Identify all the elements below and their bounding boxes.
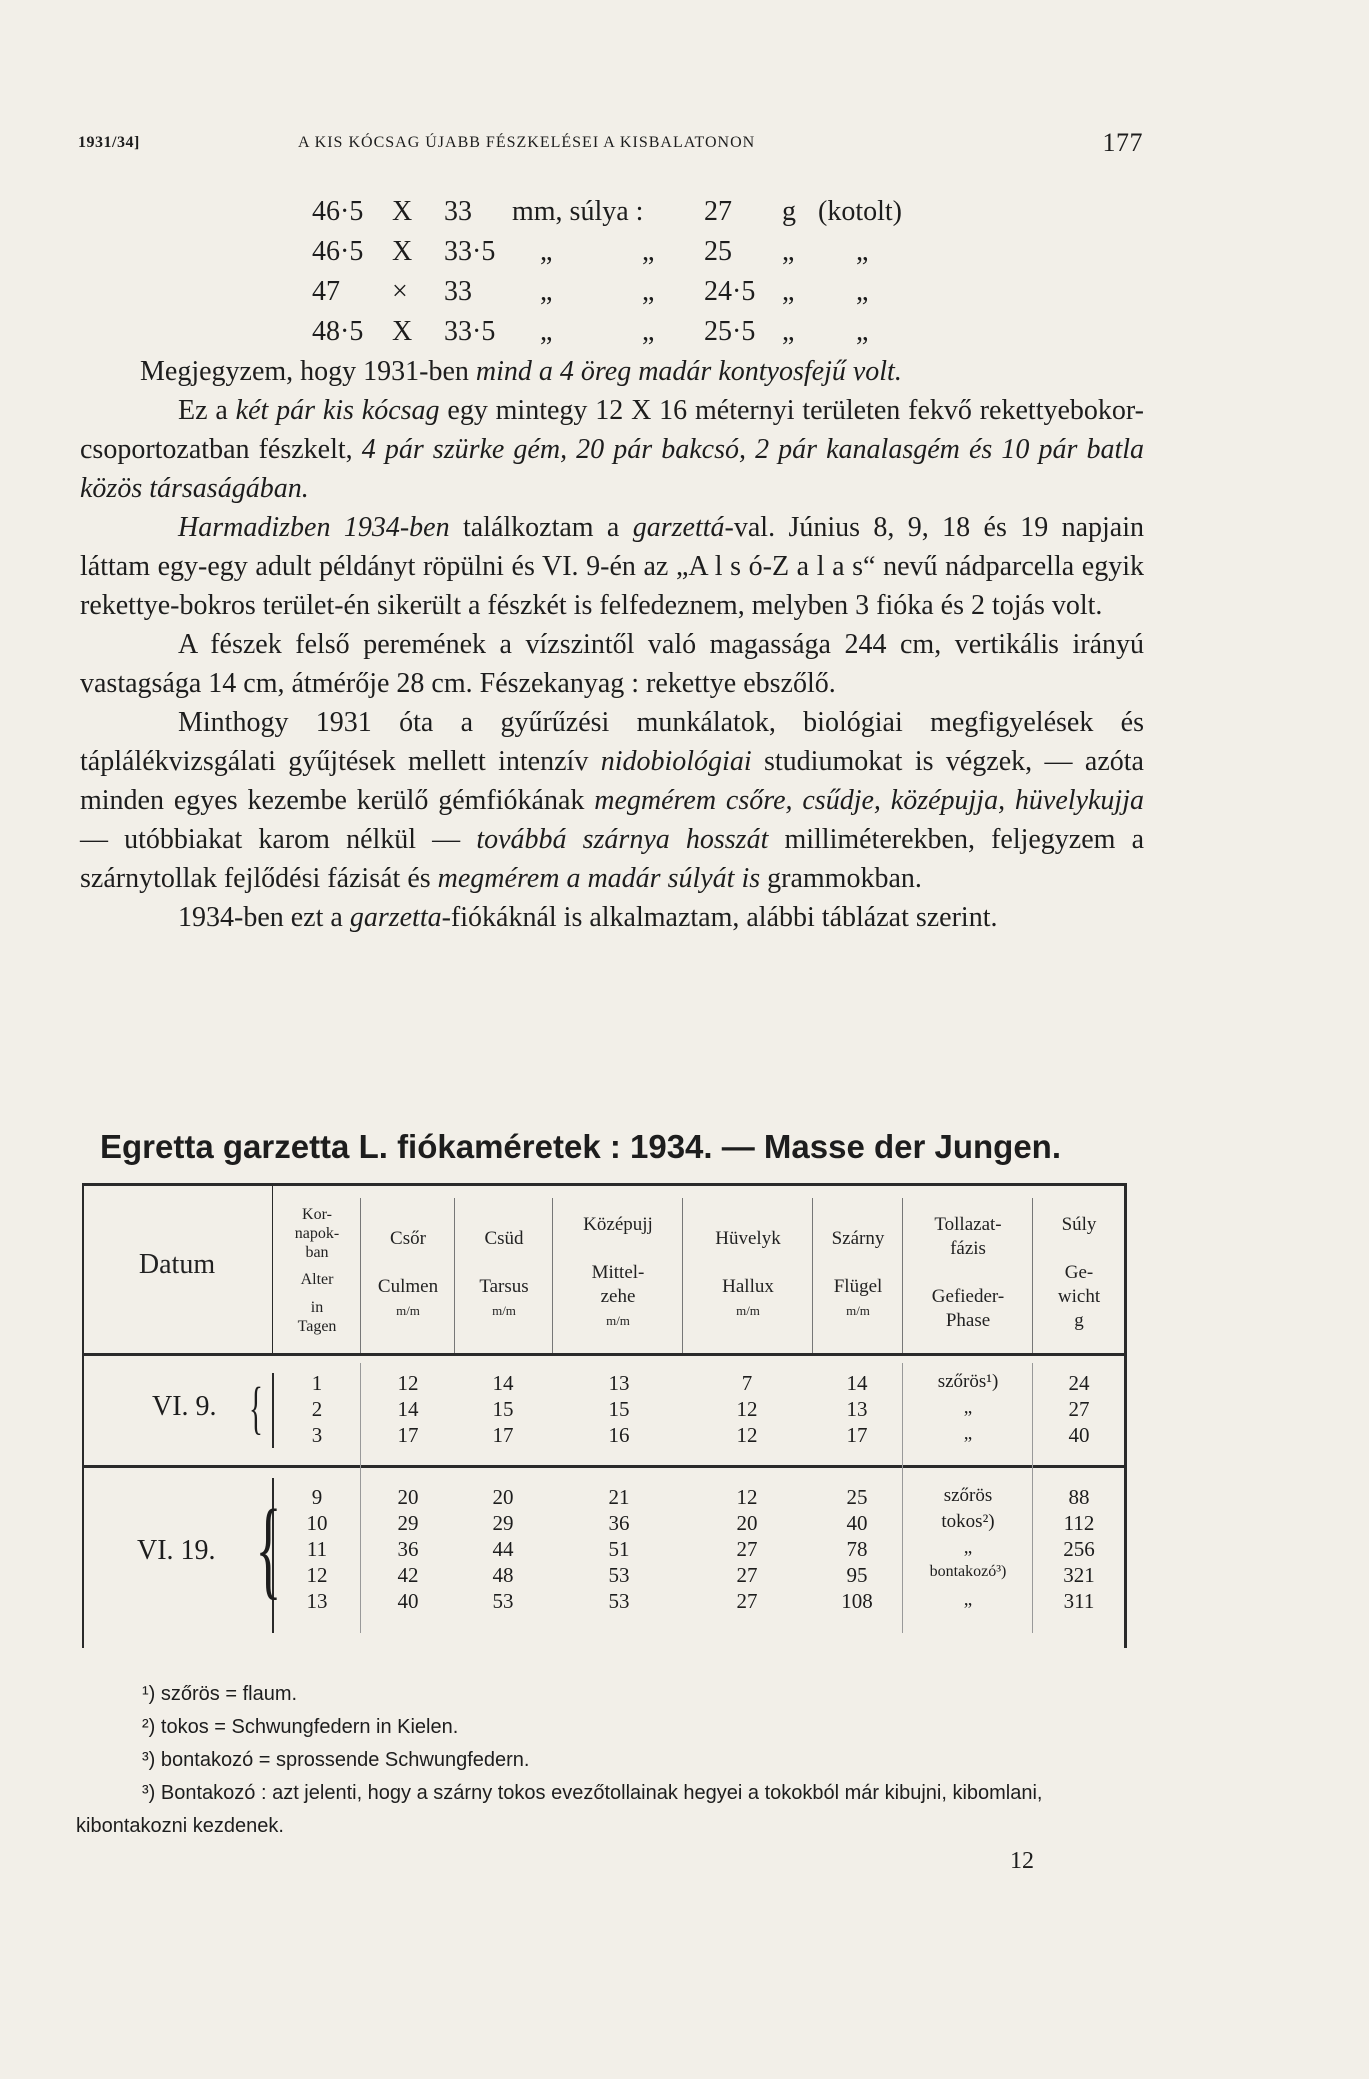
paragraph: Ez a két pár kis kócsag egy mintegy 12 X 16 méternyi területen fekvő rekettyebokor-csoportozatban fészkelt, 4 pár szürke gém, 20 pár bakcsó, 2 pár kanalasgém és 10 pár batla közös társaságában. bbox=[80, 395, 1144, 504]
table-cell-hallux: 27 bbox=[736, 1589, 758, 1613]
header-separator bbox=[82, 1353, 1127, 1356]
table-cell-phase: „ bbox=[963, 1537, 973, 1558]
table-cell-wing: 14 bbox=[846, 1371, 868, 1395]
column-divider bbox=[682, 1198, 683, 1353]
paragraph: 1934-ben ezt a garzetta-fiókáknál is alkalmaztam, alábbi táblázat szerint. bbox=[178, 902, 998, 933]
paragraph: Harmadizben 1934-ben találkoztam a garzettá-val. Június 8, 9, 18 és 19 napjain láttam egy-egy adult példányt röpülni és VI. 9-én az „A l s ó-Z a l a s“ nevű nádparcella egyik rekettye-bokros terület-én sikerült a fészkét is felfedeznem, melyben 3 fióka és 2 tojás volt. bbox=[80, 512, 1144, 621]
brace-icon: { bbox=[255, 1487, 282, 1609]
measurement-row: 47 × 33 „ „ 24·5 „ „ bbox=[312, 276, 869, 307]
table-cell-middle: 53 bbox=[608, 1563, 630, 1587]
table-cell-wing: 40 bbox=[846, 1511, 868, 1535]
table-cell-wing: 108 bbox=[841, 1589, 873, 1613]
table-cell-beak: 29 bbox=[397, 1511, 419, 1535]
table-cell-age: 1 bbox=[311, 1371, 323, 1395]
paragraph: Megjegyzem, hogy 1931-ben mind a 4 öreg madár kontyosfejű volt. bbox=[140, 356, 902, 387]
measurement-row: 48·5 X 33·5 „ „ 25·5 „ „ bbox=[312, 316, 869, 347]
column-divider bbox=[272, 1183, 273, 1353]
table-cell-age: 11 bbox=[306, 1537, 328, 1561]
table-cell-tarsus: 17 bbox=[492, 1423, 514, 1447]
group-date: VI. 19. bbox=[137, 1535, 216, 1566]
column-divider bbox=[902, 1363, 903, 1633]
table-cell-middle: 36 bbox=[608, 1511, 630, 1535]
table-border-right bbox=[1124, 1183, 1127, 1648]
column-divider bbox=[902, 1198, 903, 1353]
table-cell-beak: 42 bbox=[397, 1563, 419, 1587]
column-divider bbox=[1032, 1198, 1033, 1353]
group-separator bbox=[82, 1465, 1127, 1468]
column-divider bbox=[1032, 1363, 1033, 1633]
table-cell-middle: 15 bbox=[608, 1397, 630, 1421]
table-cell-age: 10 bbox=[306, 1511, 328, 1535]
column-divider bbox=[360, 1198, 361, 1353]
table-cell-wing: 25 bbox=[846, 1485, 868, 1509]
footnote: ¹) szőrös = flaum. bbox=[142, 1683, 298, 1705]
table-cell-weight: 88 bbox=[1068, 1485, 1090, 1509]
table-cell-tarsus: 29 bbox=[492, 1511, 514, 1535]
table-cell-phase: bontakozó³) bbox=[929, 1563, 1007, 1580]
table-cell-wing: 17 bbox=[846, 1423, 868, 1447]
table-cell-age: 2 bbox=[311, 1397, 323, 1421]
bracket-line bbox=[272, 1373, 274, 1448]
measurement-row: 46·5 X 33·5 „ „ 25 „ „ bbox=[312, 236, 869, 267]
table-cell-wing: 78 bbox=[846, 1537, 868, 1561]
column-divider bbox=[552, 1198, 553, 1353]
header-beak: Csőr Culmen m/m bbox=[377, 1228, 439, 1318]
table-cell-tarsus: 44 bbox=[492, 1537, 514, 1561]
measurement-table bbox=[82, 1183, 1127, 1648]
table-cell-tarsus: 14 bbox=[492, 1371, 514, 1395]
table-cell-tarsus: 15 bbox=[492, 1397, 514, 1421]
page-number-top: 177 bbox=[1102, 128, 1143, 157]
table-cell-hallux: 12 bbox=[736, 1485, 758, 1509]
table-cell-tarsus: 53 bbox=[492, 1589, 514, 1613]
table-cell-phase: tokos²) bbox=[941, 1511, 995, 1532]
body-text bbox=[80, 352, 1144, 937]
table-cell-age: 9 bbox=[311, 1485, 323, 1509]
table-cell-hallux: 7 bbox=[741, 1371, 753, 1395]
paragraph: A fészek felső peremének a vízszintől való magassága 244 cm, vertikális irányú vastagsága 14 cm, átmérője 28 cm. Fészekanyag : rekettye ebszőlő. bbox=[80, 629, 1144, 699]
table-cell-age: 3 bbox=[311, 1423, 323, 1447]
table-title: Egretta garzetta L. fiókaméretek : 1934. — Masse der Jungen. bbox=[100, 1128, 1062, 1165]
table-cell-hallux: 20 bbox=[736, 1511, 758, 1535]
table-border-top bbox=[82, 1183, 1127, 1186]
column-divider bbox=[454, 1198, 455, 1353]
measurement-row: 46·5 X 33 mm, súlya : 27 g (kotolt) bbox=[312, 196, 902, 227]
footnote: ³) bontakozó = sprossende Schwungfedern. bbox=[142, 1749, 530, 1771]
column-divider bbox=[360, 1363, 361, 1633]
table-cell-hallux: 27 bbox=[736, 1563, 758, 1587]
table-cell-beak: 36 bbox=[397, 1537, 419, 1561]
table-cell-wing: 95 bbox=[846, 1563, 868, 1587]
table-cell-wing: 13 bbox=[846, 1397, 868, 1421]
column-divider bbox=[812, 1198, 813, 1353]
table-cell-middle: 21 bbox=[608, 1485, 630, 1509]
table-cell-tarsus: 48 bbox=[492, 1563, 514, 1587]
table-cell-hallux: 12 bbox=[736, 1423, 758, 1447]
header-plumage-phase: Tollazat- fázis Gefieder- Phase bbox=[931, 1214, 1005, 1331]
table-cell-weight: 112 bbox=[1063, 1511, 1095, 1535]
table-cell-beak: 14 bbox=[397, 1397, 419, 1421]
table-cell-weight: 256 bbox=[1063, 1537, 1095, 1561]
table-cell-phase: „ bbox=[963, 1589, 973, 1610]
footnote: ²) tokos = Schwungfedern in Kielen. bbox=[142, 1716, 459, 1738]
footnotes bbox=[76, 1678, 1144, 1843]
footnote: ³) Bontakozó : azt jelenti, hogy a szárny tokos evezőtollainak hegyei a tokokból már kibujni, kibomlani, kibontakozni kezdenek. bbox=[76, 1782, 1043, 1837]
table-cell-phase: „ bbox=[963, 1423, 973, 1444]
table-cell-middle: 51 bbox=[608, 1537, 630, 1561]
table-cell-phase: szőrös¹) bbox=[937, 1371, 999, 1392]
signature-number: 12 bbox=[1010, 1848, 1034, 1874]
table-cell-age: 13 bbox=[306, 1589, 328, 1613]
table-cell-phase: „ bbox=[963, 1397, 973, 1418]
table-cell-weight: 24 bbox=[1068, 1371, 1090, 1395]
table-cell-beak: 20 bbox=[397, 1485, 419, 1509]
table-cell-beak: 40 bbox=[397, 1589, 419, 1613]
table-cell-tarsus: 20 bbox=[492, 1485, 514, 1509]
header-datum: Datum bbox=[138, 1249, 216, 1280]
table-cell-weight: 27 bbox=[1068, 1397, 1090, 1421]
table-cell-hallux: 27 bbox=[736, 1537, 758, 1561]
table-cell-phase: szőrös bbox=[943, 1485, 993, 1506]
volume-number: 1931/34] bbox=[78, 134, 140, 151]
table-cell-weight: 40 bbox=[1068, 1423, 1090, 1447]
table-cell-age: 12 bbox=[306, 1563, 328, 1587]
table-cell-beak: 17 bbox=[397, 1423, 419, 1447]
table-cell-hallux: 12 bbox=[736, 1397, 758, 1421]
table-cell-middle: 16 bbox=[608, 1423, 630, 1447]
article-title: A KIS KÓCSAG ÚJABB FÉSZKELÉSEI A KISBALATONON bbox=[298, 134, 756, 151]
table-border-left bbox=[82, 1183, 84, 1648]
header-weight: Súly Ge- wicht g bbox=[1057, 1214, 1101, 1331]
table-cell-middle: 13 bbox=[608, 1371, 630, 1395]
paragraph: Minthogy 1931 óta a gyűrűzési munkálatok, biológiai megfigyelések és táplálékvizsgálati gyűjtések mellett intenzív nidobiológiai studiumokat is végzek, — azóta minden egyes kezembe kerülő gémfiókának megmérem csőre, csűdje, középujja, hüvelykujja — utóbbiakat karom nélkül — továbbá szárnya hosszát milliméterekben, feljegyzem a szárnytollak fejlődési fázisát és megmérem a madár súlyát is grammokban. bbox=[80, 707, 1144, 894]
table-cell-weight: 311 bbox=[1063, 1589, 1095, 1613]
brace-icon: { bbox=[248, 1375, 263, 1440]
header-tarsus: Csüd Tarsus m/m bbox=[479, 1228, 529, 1318]
header-age: Kor- napok- ban Alter in Tagen bbox=[294, 1206, 340, 1335]
group-date: VI. 9. bbox=[152, 1391, 217, 1422]
table-cell-beak: 12 bbox=[397, 1371, 419, 1395]
header-hallux: Hüvelyk Hallux m/m bbox=[715, 1228, 781, 1318]
header-wing: Szárny Flügel m/m bbox=[831, 1228, 885, 1318]
header-middle-toe: Középujj Mittel- zehe m/m bbox=[583, 1214, 653, 1328]
table-cell-weight: 321 bbox=[1063, 1563, 1095, 1587]
table-cell-middle: 53 bbox=[608, 1589, 630, 1613]
running-head bbox=[78, 128, 1143, 158]
